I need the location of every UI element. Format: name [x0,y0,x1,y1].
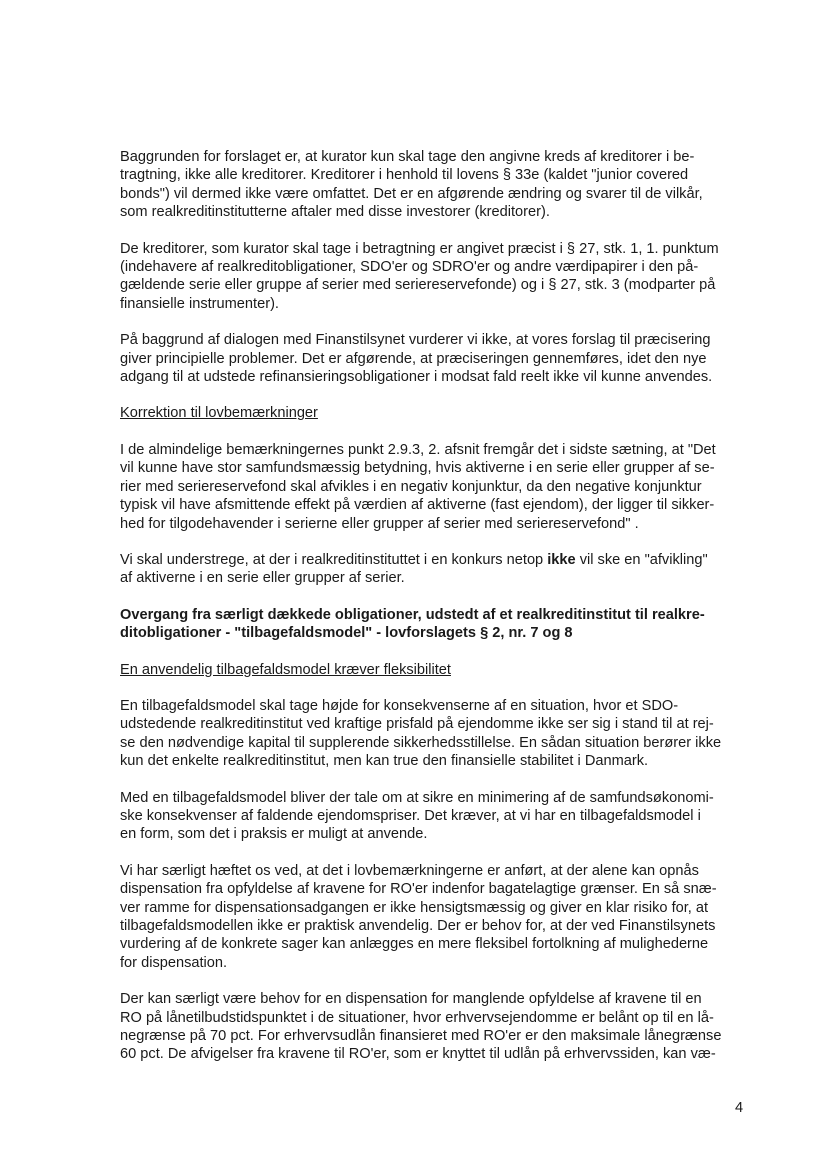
text-line: finansielle instrumenter). [120,295,279,312]
text-line: I de almindelige bemærkningernes punkt 2.9.3, 2. afsnit fremgår det i sidste sætning, at "Det [120,441,716,458]
text-line: Baggrunden for forslaget er, at kurator kun skal tage den angivne kreds af kreditorer i be- [120,149,695,165]
paragraph-emphasis [120,551,745,588]
text-line: gældende serie eller gruppe af serier med seriereservefonde) og i § 27, stk. 3 (modparter på [120,277,716,294]
text-line: af aktiverne i en serie eller grupper af serier. [120,570,405,587]
text-line: vurdering af de konkrete sager kan anlægges en mere fleksibel fortolkning af mulighederne [120,936,709,953]
paragraph-minimization [120,789,745,844]
paragraph-dispensation [120,862,745,972]
heading-line: Overgang fra særligt dækkede obligationer, udstedt af et realkreditinstitut til realkre- [120,606,705,623]
text-line: udstedende realkreditinstitut ved kraftige prisfald på ejendomme ikke ser sig i stand til at rej- [120,716,714,733]
text-line: for dispensation. [120,954,228,971]
text-line: typisk vil have afsmittende effekt på værdien af aktiverne (fast ejendom), der ligger til sikker- [120,497,715,514]
text-line: bonds") vil dermed ikke være omfattet. Det er en afgørende ændring og svarer til de vilkår, [120,185,703,202]
text-line: tilbagefaldsmodellen ikke er praktisk anvendelig. Der er behov for, at der ved Finanstilsynets [120,918,716,934]
paragraph-fallback-model [120,697,745,771]
text-line: negrænse på 70 pct. For erhvervsudlån finansieret med RO'er er den maksimale lånegrænse [120,1028,722,1045]
text-line: vil kunne have stor samfundsmæssig betydning, hvis aktiverne i en serie eller grupper af se- [120,460,715,477]
text-line: tragtning, ikke alle kreditorer. Kreditorer i henhold til lovens § 33e (kaldet "junior covered [120,167,689,184]
paragraph-background [120,148,745,222]
text-line: 60 pct. De afvigelser fra kravene til RO'er, som er knyttet til udlån på erhvervssiden, kan væ- [120,1046,716,1063]
text-run: vil ske en "afvikling" [575,551,708,568]
subheading-correction: Korrektion til lovbemærkninger [120,405,318,422]
text-line: Vi har særligt hæftet os ved, at det i lovbemærkningerne er anført, at der alene kan opnås [120,862,699,879]
text-line: dispensation fra opfyldelse af kravene for RO'er indenfor bagatelagtige grænser. En så snæ- [120,881,717,898]
paragraph-remarks [120,441,745,533]
text-line: (indehavere af realkreditobligationer, SDO'er og SDRO'er og andre værdipapirer i den på- [120,259,699,276]
text-line: rier med seriereservefond skal afvikles i en negativ konjunktur, da den negative konjunktur [120,478,702,495]
paragraph-creditors [120,240,745,314]
text-line: adgang til at udstede refinansieringsobligationer i modsat fald reelt ikke vil kunne anvendes. [120,369,713,386]
text-line: giver principielle problemer. Det er afgørende, at præciseringen gennemføres, idet den nye [120,350,707,367]
text-line: kun det enkelte realkreditinstitut, men kan true den finansielle stabilitet i Danmark. [120,753,649,770]
text-line: Der kan særligt være behov for en dispensation for manglende opfyldelse af kravene til en [120,991,702,1008]
subheading-flexibility: En anvendelig tilbagefaldsmodel kræver fleksibilitet [120,661,451,678]
bold-word: ikke [547,551,576,568]
text-line [120,551,745,569]
text-run: Vi skal understrege, at der i realkreditinstituttet i en konkurs netop [120,551,548,568]
text-line: På baggrund af dialogen med Finanstilsynet vurderer vi ikke, at vores forslag til præcisering [120,332,711,349]
text-line: se den nødvendige kapital til supplerende sikkerhedsstillelse. En sådan situation berører ikke [120,734,722,751]
document-body [120,148,745,1064]
section-heading [120,606,745,643]
text-line: En tilbagefaldsmodel skal tage højde for konsekvenserne af en situation, hvor et SDO- [120,697,679,714]
heading-line: ditobligationer - "tilbagefaldsmodel" - lovforslagets § 2, nr. 7 og 8 [120,625,573,642]
text-line: Med en tilbagefaldsmodel bliver der tale om at sikre en minimering af de samfundsøkonomi- [120,789,714,806]
paragraph-ro-requirements [120,990,745,1064]
text-line: ske konsekvenser af faldende ejendomspriser. Det kræver, at vi har en tilbagefaldsmodel i [120,807,701,824]
text-line: som realkreditinstitutterne aftaler med disse investorer (kreditorer). [120,204,550,221]
text-line: ver ramme for dispensationsadgangen er ikke hensigtsmæssig og giver en klar risiko for, at [120,899,709,916]
text-line: en form, som det i praksis er muligt at anvende. [120,826,428,843]
text-line: De kreditorer, som kurator skal tage i betragtning er angivet præcist i § 27, stk. 1, 1. punktum [120,240,719,257]
text-line: hed for tilgodehavender i serierne eller grupper af serier med seriereservefond" . [120,515,639,532]
paragraph-dialogue [120,331,745,386]
page-number: 4 [735,1100,744,1116]
text-line: RO på lånetilbudstidspunktet i de situationer, hvor erhvervsejendomme er belånt op til en lå- [120,1009,714,1026]
